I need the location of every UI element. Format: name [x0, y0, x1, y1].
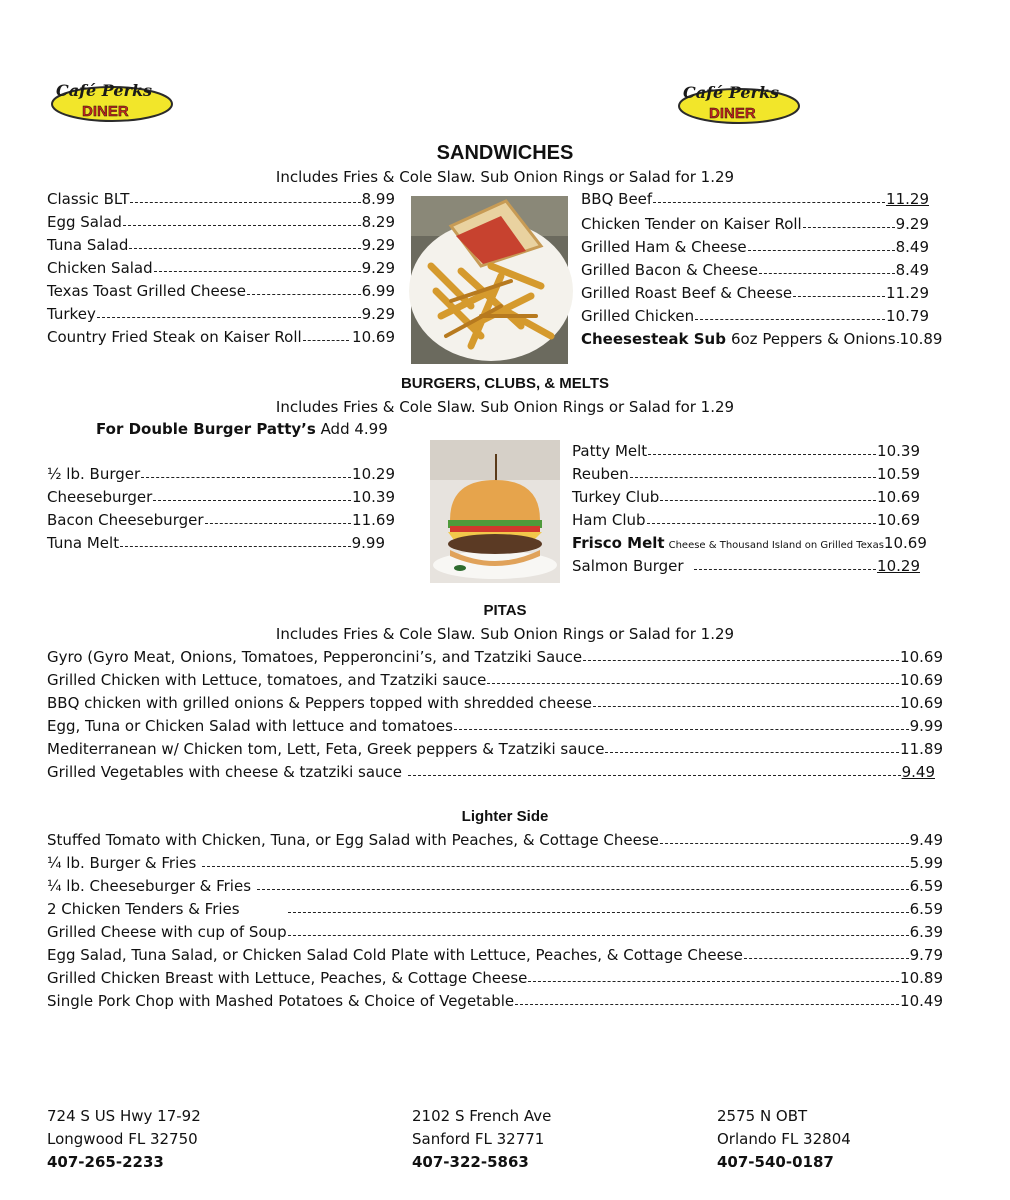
menu-item [581, 236, 929, 259]
item-extra: Cheese & Thousand Island on Grilled Texas [668, 540, 884, 551]
item-name: Grilled Chicken Breast with Lettuce, Peaches, & Cottage Cheese [47, 969, 528, 987]
item-name: Chicken Tender on Kaiser Roll [581, 215, 802, 233]
item-price: 6.59 [909, 900, 943, 918]
item-name: Grilled Chicken with Lettuce, tomatoes, and Tzatziki sauce [47, 671, 487, 689]
leader-line [141, 462, 351, 478]
item-price: 10.69 [883, 534, 927, 552]
item-name: ½ lb. Burger [47, 465, 141, 483]
item-price: 6.39 [909, 923, 943, 941]
leader-line [593, 691, 899, 707]
item-name: Grilled Vegetables with cheese & tzatziki sauce [47, 763, 403, 781]
item-price: 10.69 [877, 511, 920, 529]
leader-line [759, 258, 895, 274]
menu-item [572, 509, 920, 532]
logo-left [50, 78, 174, 124]
item-price: 9.79 [909, 946, 943, 964]
item-price: 11.29 [886, 284, 929, 302]
leader-line [129, 233, 360, 249]
lighter-side-title: Lighter Side [461, 808, 549, 825]
item-name: Frisco Melt [572, 534, 665, 552]
sandwiches-right-list [581, 188, 943, 351]
leader-line [648, 439, 876, 455]
item-name: Turkey Club [572, 488, 660, 506]
double-patty-price: Add 4.99 [320, 420, 388, 438]
sandwiches-left-list [47, 188, 395, 349]
leader-line [123, 210, 361, 226]
menu-item [581, 328, 943, 351]
menu-item [47, 303, 395, 326]
item-price: 11.69 [352, 511, 395, 529]
menu-item [581, 282, 929, 305]
menu-item [572, 486, 920, 509]
leader-line [515, 989, 899, 1005]
menu-item [47, 967, 943, 990]
item-price: 11.89 [900, 740, 943, 758]
item-price: 11.29 [886, 190, 929, 208]
item-name: Chicken Salad [47, 259, 153, 277]
item-price: 10.29 [352, 465, 395, 483]
menu-item [581, 188, 929, 211]
leader-line [605, 737, 899, 753]
menu-item [47, 234, 395, 257]
item-name: Grilled Bacon & Cheese [581, 261, 758, 279]
leader-line [303, 325, 349, 341]
item-price: 9.49 [901, 763, 935, 781]
lighter-side-list [47, 829, 943, 1013]
logo-right [677, 80, 801, 126]
item-name: BBQ chicken with grilled onions & Peppers topped with shredded cheese [47, 694, 593, 712]
item-price: 6.99 [361, 282, 395, 300]
menu-item [572, 440, 920, 463]
item-price: 5.99 [909, 854, 943, 872]
pitas-list [47, 646, 943, 784]
item-price: 6.59 [909, 877, 943, 895]
item-name: Mediterranean w/ Chicken tom, Lett, Feta, Greek peppers & Tzatziki sauce [47, 740, 605, 758]
menu-item [47, 852, 943, 875]
location-orlando [717, 1105, 851, 1174]
location-street: 2102 S French Ave [412, 1107, 552, 1125]
leader-line [803, 212, 895, 228]
location-phone: 407-265-2233 [47, 1153, 164, 1171]
menu-item [47, 715, 943, 738]
leader-line [744, 943, 909, 959]
location-city: Longwood FL 32750 [47, 1130, 198, 1148]
double-patty-label: For Double Burger Patty’s [96, 420, 316, 438]
item-price: 10.39 [877, 442, 920, 460]
leader-line [653, 187, 885, 203]
leader-line [154, 256, 361, 272]
burgers-right-list [572, 440, 927, 578]
leader-line [408, 760, 901, 776]
burgers-title: BURGERS, CLUBS, & MELTS [400, 375, 610, 392]
menu-item [47, 738, 943, 761]
pitas-note: Includes Fries & Cole Slaw. Sub Onion Rings or Salad for 1.29 [275, 625, 735, 643]
item-price: 8.99 [361, 190, 395, 208]
menu-item [47, 257, 395, 280]
item-price: 10.59 [877, 465, 920, 483]
menu-item [47, 875, 943, 898]
location-street: 724 S US Hwy 17-92 [47, 1107, 201, 1125]
item-name: Patty Melt [572, 442, 648, 460]
leader-line [202, 851, 908, 867]
leader-line [247, 279, 361, 295]
leader-line [793, 281, 885, 297]
menu-item [581, 259, 929, 282]
item-price: 10.29 [877, 557, 920, 575]
item-extra: 6oz Peppers & Onions [730, 330, 896, 348]
item-name: Tuna Salad [47, 236, 129, 254]
burger-photo [430, 440, 560, 583]
item-price: 10.39 [352, 488, 395, 506]
leader-line [660, 485, 876, 501]
menu-item [47, 944, 943, 967]
menu-item [47, 990, 943, 1013]
location-city: Sanford FL 32771 [412, 1130, 545, 1148]
item-price: 9.29 [361, 236, 395, 254]
item-name: Egg Salad [47, 213, 122, 231]
location-phone: 407-540-0187 [717, 1153, 834, 1171]
item-name: Cheeseburger [47, 488, 153, 506]
leader-line [97, 302, 361, 318]
item-price: 8.49 [895, 238, 929, 256]
item-price: 9.99 [909, 717, 943, 735]
item-name: Grilled Roast Beef & Cheese [581, 284, 793, 302]
item-price: 10.69 [877, 488, 920, 506]
item-name: Grilled Cheese with cup of Soup [47, 923, 287, 941]
logo-text-cafe-perks: Café Perks [683, 83, 780, 102]
menu-item [47, 463, 395, 486]
item-name: Texas Toast Grilled Cheese [47, 282, 246, 300]
item-name: ¼ lb. Cheeseburger & Fries [47, 877, 252, 895]
menu-item [572, 532, 927, 555]
leader-line [288, 897, 909, 913]
item-name: Turkey [47, 305, 96, 323]
item-name: Stuffed Tomato with Chicken, Tuna, or Egg Salad with Peaches, & Cottage Cheese [47, 831, 659, 849]
item-price: 9.49 [909, 831, 943, 849]
burgers-left-list [47, 463, 395, 555]
menu-item [47, 326, 395, 349]
leader-line [120, 531, 351, 547]
sandwiches-note: Includes Fries & Cole Slaw. Sub Onion Rings or Salad for 1.29 [275, 168, 735, 186]
location-city: Orlando FL 32804 [717, 1130, 851, 1148]
leader-line [694, 554, 876, 570]
sandwiches-title: SANDWICHES [436, 142, 574, 164]
item-name: Cheesesteak Sub [581, 330, 726, 348]
item-price: 8.29 [361, 213, 395, 231]
item-price: 10.79 [886, 307, 929, 325]
menu-item [47, 509, 395, 532]
item-name: Gyro (Gyro Meat, Onions, Tomatoes, Pepperoncini’s, and Tzatziki Sauce [47, 648, 583, 666]
item-name: Country Fried Steak on Kaiser Roll [47, 328, 302, 346]
logo-text-diner: DINER [709, 105, 756, 122]
item-name: Grilled Ham & Cheese [581, 238, 747, 256]
menu-item [47, 532, 385, 555]
item-name: Classic BLT [47, 190, 130, 208]
item-price: 9.29 [895, 215, 929, 233]
menu-item [47, 669, 943, 692]
item-price: 9.29 [361, 259, 395, 277]
menu-item [47, 898, 943, 921]
double-patty-note [96, 418, 388, 441]
item-price: 9.99 [351, 534, 385, 552]
item-price: 9.29 [361, 305, 395, 323]
leader-line [130, 187, 360, 203]
leader-line [647, 508, 877, 524]
menu-item [47, 211, 395, 234]
item-name: Ham Club [572, 511, 646, 529]
leader-line [528, 966, 899, 982]
pitas-title: PITAS [483, 602, 527, 619]
logo-text-cafe-perks: Café Perks [56, 81, 153, 100]
item-name: 2 Chicken Tenders & Fries [47, 900, 240, 918]
menu-item [572, 463, 920, 486]
sandwich-photo [411, 196, 568, 364]
item-name: ¼ lb. Burger & Fries [47, 854, 197, 872]
menu-item [47, 829, 943, 852]
item-name: Egg Salad, Tuna Salad, or Chicken Salad Cold Plate with Lettuce, Peaches, & Cottage Cheese [47, 946, 743, 964]
item-price: 10.69 [900, 671, 943, 689]
leader-line [257, 874, 909, 890]
leader-line [205, 508, 352, 524]
item-price: 10.49 [900, 992, 943, 1010]
leader-line [630, 462, 876, 478]
item-price: 10.89 [900, 969, 943, 987]
item-name: BBQ Beef [581, 190, 653, 208]
logo-text-diner: DINER [82, 103, 129, 120]
menu-item [47, 188, 395, 211]
item-name: Single Pork Chop with Mashed Potatoes & Choice of Vegetable [47, 992, 515, 1010]
item-price: 10.69 [900, 694, 943, 712]
item-name: Tuna Melt [47, 534, 120, 552]
item-name: Bacon Cheeseburger [47, 511, 204, 529]
item-name: Reuben [572, 465, 629, 483]
location-longwood [47, 1105, 201, 1174]
menu-item [581, 305, 929, 328]
item-name: Egg, Tuna or Chicken Salad with lettuce and tomatoes [47, 717, 453, 735]
leader-line [897, 327, 899, 343]
menu-item [581, 213, 929, 236]
item-price: 10.89 [899, 330, 943, 348]
leader-line [748, 235, 895, 251]
item-price: 10.69 [900, 648, 943, 666]
leader-line [660, 828, 909, 844]
item-name: Grilled Chicken [581, 307, 695, 325]
item-price: 8.49 [895, 261, 929, 279]
item-name: Salmon Burger [572, 557, 684, 575]
leader-line [583, 645, 899, 661]
menu-item [47, 761, 935, 784]
leader-line [454, 714, 909, 730]
menu-item [47, 646, 943, 669]
location-phone: 407-322-5863 [412, 1153, 529, 1171]
location-sanford [412, 1105, 551, 1174]
menu-item [47, 486, 395, 509]
location-street: 2575 N OBT [717, 1107, 808, 1125]
leader-line [695, 304, 885, 320]
leader-line [288, 920, 909, 936]
menu-item [47, 280, 395, 303]
menu-item [47, 692, 943, 715]
menu-item [572, 555, 920, 578]
item-price: 10.69 [352, 328, 395, 346]
leader-line [153, 485, 351, 501]
burgers-note: Includes Fries & Cole Slaw. Sub Onion Rings or Salad for 1.29 [275, 398, 735, 416]
leader-line [487, 668, 899, 684]
menu-item [47, 921, 943, 944]
